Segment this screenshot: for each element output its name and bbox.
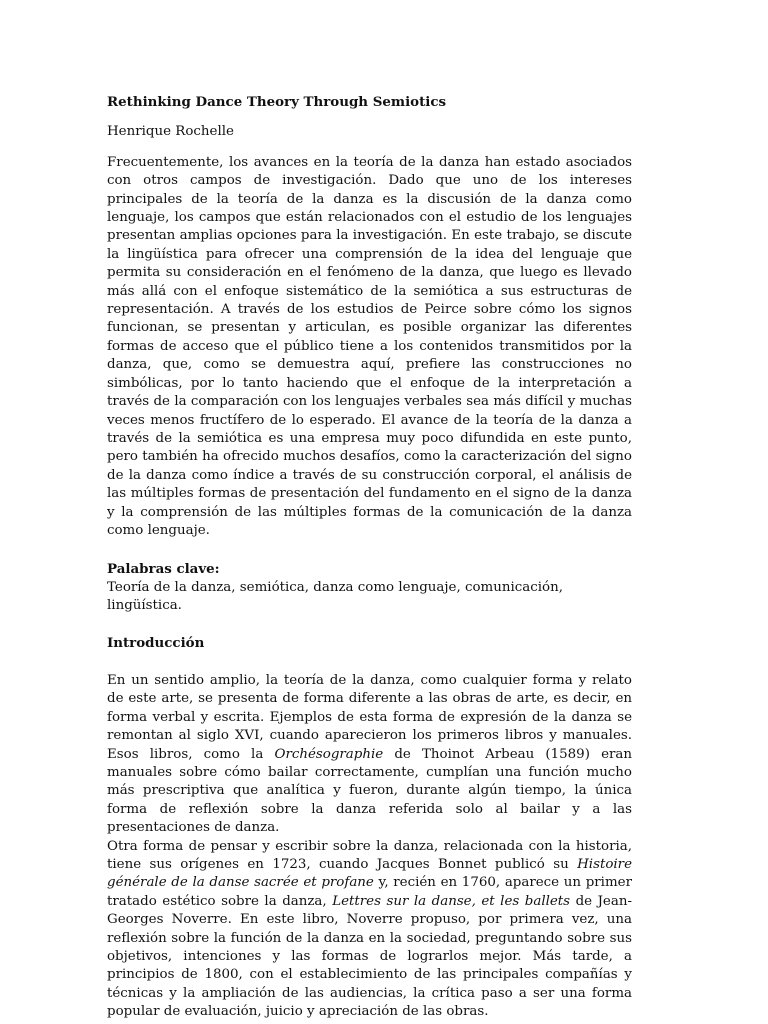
keywords-heading: Palabras clave: [107,561,220,578]
book-title-italic: Histoire générale de la danse sacrée et profane [107,857,632,891]
document-page [107,93,632,1022]
author-name: Henrique Rochelle [107,124,234,140]
text-run: y, recién en 1760, aparece un primer tratado estético sobre la danza, [107,875,632,909]
introduction-heading: Introducción [107,634,205,651]
text-run: En un sentido amplio, la teoría de la danza, como cualquier forma y relato de este arte, se presenta de forma diferente a las obras de arte, es decir, en forma verbal y escrita. Ejemplos de esta forma de expresión de la danza se remontan al siglo XVI, cuando aparecieron los primeros libros y manuales. Esos libros, como la [107,672,632,762]
intro-paragraph-2 [107,838,632,1022]
text-run: de Jean-Georges Noverre. En este libro, Noverre propuso, por primera vez, una reflexión sobre la función de la danza en la sociedad, preguntando sobre sus objetivos, intenciones y las formas de lograrlos mejor. Más tarde, a principios de 1800, con el establecimiento de las principales compañías y técnicas y la ampliación de las audiencias, la crítica paso a ser una forma popular de evaluación, juicio y apreciación de las obras. [107,893,632,1020]
book-title-italic: Orchésographie [274,746,384,762]
intro-paragraph-1 [107,672,632,838]
abstract-paragraph: Frecuentemente, los avances en la teoría de la danza han estado asociados con otros campos de investigación. Dado que uno de los intereses principales de la teoría de la danza es la discusión de la danza como lenguaje, los campos que están relacionados con el estudio de los lenguajes presentan amplias opciones para la investigación. En este trabajo, se discute la lingüística para ofrecer una comprensión de la idea del lenguaje que permita su consideración en el fenómeno de la danza, que luego es llevado más allá con el enfoque sistemático de la semiótica a sus estructuras de representación. A través de los estudios de Peirce sobre cómo los signos funcionan, se presentan y articulan, es posible organizar las diferentes formas de acceso que el público tiene a los contenidos transmitidos por la danza, que, como se demuestra aquí, prefiere las construcciones no simbólicas, por lo tanto haciendo que el enfoque de la interpretación a través de la comparación con los lenguajes verbales sea más difícil y muchas veces menos fructífero de lo esperado. El avance de la teoría de la danza a través de la semiótica es una empresa muy poco difundida en este punto, pero también ha ofrecido muchos desafíos, como la caracterización del signo de la danza como índice a través de su construcción corporal, el análisis de las múltiples formas de presentación del fundamento en el signo de la danza y la comprensión de las múltiples formas de la comunicación de la danza como lenguaje. [107,154,632,538]
text-run: Otra forma de pensar y escribir sobre la danza, relacionada con la historia, tiene sus orígenes en 1723, cuando Jacques Bonnet publicó su [107,838,632,873]
text-run: de Thoinot Arbeau (1589) eran manuales sobre cómo bailar correctamente, cumplían una función mucho más prescriptiva que analítica y fueron, durante algún tiempo, la única forma de reflexión sobre la danza referida solo al bailar y a las presentaciones de danza. [107,746,633,836]
keywords-text: Teoría de la danza, semiótica, danza como lenguaje, comunicación, lingüística. [107,579,563,614]
document-title: Rethinking Dance Theory Through Semiotics [107,94,447,110]
book-title-italic: Lettres sur la danse, et les ballets [332,893,571,909]
